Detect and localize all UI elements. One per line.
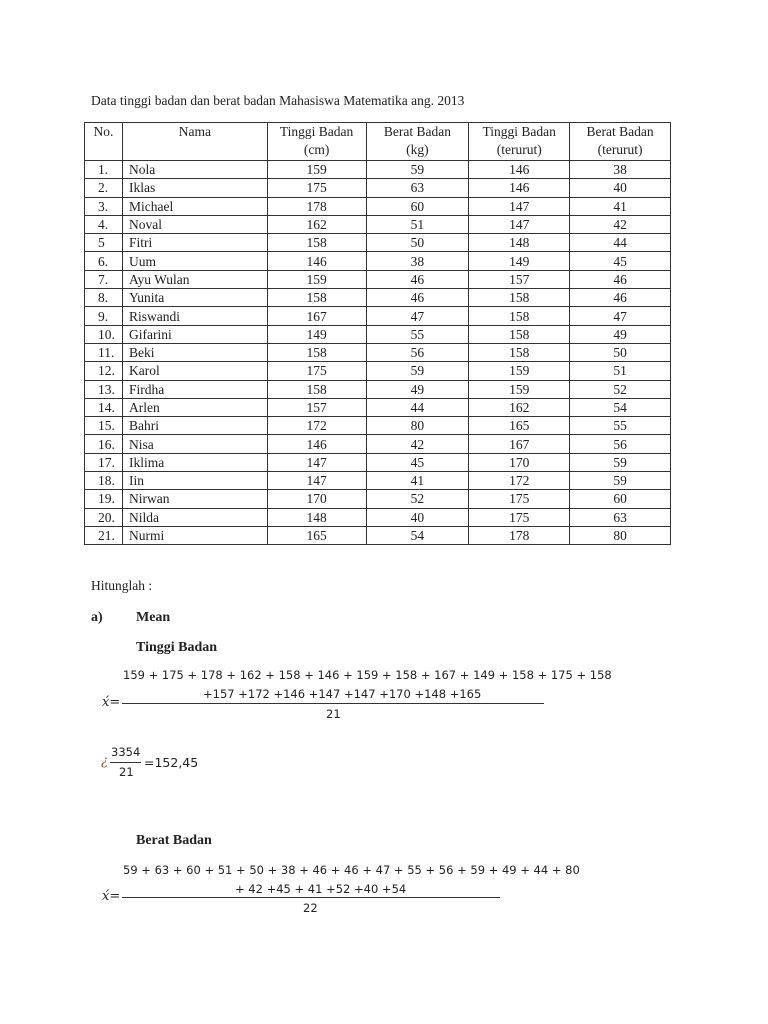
cell-tinggi-terurut: 165: [469, 417, 570, 435]
cell-berat-terurut: 52: [570, 380, 671, 398]
cell-tinggi-terurut: 158: [469, 307, 570, 325]
subsection-title-berat: Berat Badan: [136, 833, 212, 848]
column-header-text: (terurut): [496, 142, 542, 157]
cell-berat-terurut: 59: [570, 472, 671, 490]
cell-berat: 41: [366, 472, 469, 490]
placeholder-glyph: ¿: [101, 754, 108, 769]
cell-no: 9.: [85, 307, 123, 325]
table-row: [85, 325, 671, 343]
cell-berat-terurut: 56: [570, 435, 671, 453]
cell-no: 17.: [85, 453, 123, 471]
cell-tinggi-terurut: 146: [469, 161, 570, 179]
column-header: [85, 123, 123, 161]
cell-no: 13.: [85, 380, 123, 398]
cell-nama: Nola: [122, 161, 267, 179]
cell-berat: 46: [366, 289, 469, 307]
cell-tinggi-terurut: 178: [469, 526, 570, 544]
table-row: [85, 472, 671, 490]
cell-nama: Bahri: [122, 417, 267, 435]
cell-tinggi-terurut: 158: [469, 289, 570, 307]
cell-nama: Noval: [122, 215, 267, 233]
cell-nama: Riswandi: [122, 307, 267, 325]
table-row: [85, 161, 671, 179]
berat-denominator: 22: [303, 901, 318, 915]
cell-no: 14.: [85, 398, 123, 416]
table-row: [85, 234, 671, 252]
column-header-text: Berat Badan: [586, 124, 654, 139]
cell-no: 3.: [85, 197, 123, 215]
cell-nama: Iin: [122, 472, 267, 490]
cell-tinggi-terurut: 158: [469, 343, 570, 361]
mean-symbol: x́=: [102, 695, 121, 710]
table-row: [85, 490, 671, 508]
table-row: [85, 289, 671, 307]
cell-berat: 46: [366, 270, 469, 288]
column-header-text: Berat Badan: [383, 124, 451, 139]
table-header-row: [85, 123, 671, 161]
cell-nama: Firdha: [122, 380, 267, 398]
column-header-text: Tinggi Badan: [482, 124, 556, 139]
cell-nama: Yunita: [122, 289, 267, 307]
cell-tinggi: 158: [267, 234, 366, 252]
cell-nama: Nurmi: [122, 526, 267, 544]
cell-tinggi-terurut: 167: [469, 435, 570, 453]
cell-berat-terurut: 38: [570, 161, 671, 179]
cell-nama: Iklima: [122, 453, 267, 471]
cell-tinggi: 158: [267, 380, 366, 398]
cell-berat: 40: [366, 508, 469, 526]
cell-berat: 38: [366, 252, 469, 270]
cell-berat: 59: [366, 161, 469, 179]
cell-nama: Nisa: [122, 435, 267, 453]
result-denominator: 21: [119, 765, 134, 779]
cell-berat-terurut: 51: [570, 362, 671, 380]
cell-tinggi: 148: [267, 508, 366, 526]
cell-no: 6.: [85, 252, 123, 270]
table-row: [85, 508, 671, 526]
column-header-text: Tinggi Badan: [279, 124, 354, 139]
table-caption: Data tinggi badan dan berat badan Mahasiswa Matematika ang. 2013: [91, 93, 465, 108]
cell-berat-terurut: 46: [570, 270, 671, 288]
cell-tinggi-terurut: 147: [469, 215, 570, 233]
cell-nama: Beki: [122, 343, 267, 361]
tinggi-numerator-line1: 159 + 175 + 178 + 162 + 158 + 146 + 159 + 158 + 167 + 149 + 158 + 175 + 158: [123, 668, 612, 682]
cell-no: 8.: [85, 289, 123, 307]
section-title: Mean: [136, 610, 171, 625]
cell-berat-terurut: 41: [570, 197, 671, 215]
cell-nama: Uum: [122, 252, 267, 270]
cell-tinggi-terurut: 175: [469, 490, 570, 508]
table-row: [85, 179, 671, 197]
cell-berat: 42: [366, 435, 469, 453]
cell-no: 15.: [85, 417, 123, 435]
cell-berat: 59: [366, 362, 469, 380]
cell-berat-terurut: 49: [570, 325, 671, 343]
cell-nama: Nirwan: [122, 490, 267, 508]
cell-berat-terurut: 42: [570, 215, 671, 233]
cell-tinggi-terurut: 159: [469, 380, 570, 398]
cell-tinggi: 167: [267, 307, 366, 325]
berat-numerator-line2: + 42 +45 + 41 +52 +40 +54: [235, 882, 407, 896]
cell-tinggi: 159: [267, 161, 366, 179]
cell-berat: 44: [366, 398, 469, 416]
cell-berat-terurut: 80: [570, 526, 671, 544]
cell-tinggi-terurut: 158: [469, 325, 570, 343]
table-row: [85, 215, 671, 233]
cell-tinggi: 146: [267, 252, 366, 270]
cell-berat: 55: [366, 325, 469, 343]
cell-berat-terurut: 50: [570, 343, 671, 361]
cell-nama: Michael: [122, 197, 267, 215]
cell-berat: 49: [366, 380, 469, 398]
berat-numerator-line1: 59 + 63 + 60 + 51 + 50 + 38 + 46 + 46 + 47 + 55 + 56 + 59 + 49 + 44 + 80: [123, 863, 580, 877]
cell-tinggi: 178: [267, 197, 366, 215]
mean-symbol: x́=: [102, 889, 121, 904]
table-row: [85, 270, 671, 288]
table-row: [85, 252, 671, 270]
cell-tinggi: 149: [267, 325, 366, 343]
instruction-text: Hitunglah :: [91, 578, 153, 593]
cell-tinggi: 158: [267, 289, 366, 307]
cell-nama: Gifarini: [122, 325, 267, 343]
cell-tinggi: 146: [267, 435, 366, 453]
table-row: [85, 453, 671, 471]
cell-tinggi: 157: [267, 398, 366, 416]
cell-tinggi: 147: [267, 453, 366, 471]
fraction-bar: [122, 897, 500, 898]
cell-tinggi: 162: [267, 215, 366, 233]
table-row: [85, 362, 671, 380]
result-value: =152,45: [144, 755, 199, 770]
cell-tinggi-terurut: 172: [469, 472, 570, 490]
fraction-bar: [122, 703, 544, 704]
cell-no: 5: [85, 234, 123, 252]
column-header: [122, 123, 267, 161]
cell-tinggi: 159: [267, 270, 366, 288]
cell-no: 7.: [85, 270, 123, 288]
cell-tinggi-terurut: 157: [469, 270, 570, 288]
table-row: [85, 343, 671, 361]
cell-berat-terurut: 55: [570, 417, 671, 435]
cell-berat: 51: [366, 215, 469, 233]
cell-tinggi: 158: [267, 343, 366, 361]
data-table: [84, 122, 671, 545]
section-marker: a): [91, 610, 103, 625]
table-row: [85, 197, 671, 215]
column-header: [469, 123, 570, 161]
cell-nama: Nilda: [122, 508, 267, 526]
table-body: [85, 161, 671, 545]
cell-berat-terurut: 63: [570, 508, 671, 526]
tinggi-denominator: 21: [326, 707, 341, 721]
cell-nama: Karol: [122, 362, 267, 380]
cell-tinggi-terurut: 162: [469, 398, 570, 416]
column-header: [570, 123, 671, 161]
cell-no: 11.: [85, 343, 123, 361]
result-numerator: 3354: [111, 745, 141, 759]
cell-berat: 63: [366, 179, 469, 197]
cell-no: 2.: [85, 179, 123, 197]
cell-berat-terurut: 44: [570, 234, 671, 252]
cell-nama: Ayu Wulan: [122, 270, 267, 288]
cell-berat: 54: [366, 526, 469, 544]
subsection-title-tinggi: Tinggi Badan: [136, 640, 218, 655]
column-header-text: Nama: [178, 124, 211, 139]
cell-tinggi: 172: [267, 417, 366, 435]
cell-tinggi-terurut: 170: [469, 453, 570, 471]
cell-no: 1.: [85, 161, 123, 179]
result-fraction-bar: [110, 762, 141, 763]
cell-berat-terurut: 47: [570, 307, 671, 325]
cell-nama: Fitri: [122, 234, 267, 252]
cell-tinggi: 147: [267, 472, 366, 490]
cell-tinggi-terurut: 149: [469, 252, 570, 270]
column-header-text: No.: [93, 124, 114, 139]
cell-berat-terurut: 40: [570, 179, 671, 197]
cell-tinggi: 175: [267, 179, 366, 197]
column-header-text: (terurut): [597, 142, 643, 157]
cell-no: 12.: [85, 362, 123, 380]
cell-berat: 60: [366, 197, 469, 215]
cell-berat-terurut: 54: [570, 398, 671, 416]
cell-berat-terurut: 60: [570, 490, 671, 508]
cell-no: 16.: [85, 435, 123, 453]
column-header: [366, 123, 469, 161]
cell-berat: 80: [366, 417, 469, 435]
cell-no: 20.: [85, 508, 123, 526]
cell-berat: 50: [366, 234, 469, 252]
cell-berat: 52: [366, 490, 469, 508]
cell-tinggi-terurut: 146: [469, 179, 570, 197]
cell-tinggi: 175: [267, 362, 366, 380]
table-row: [85, 417, 671, 435]
cell-berat: 47: [366, 307, 469, 325]
table-row: [85, 398, 671, 416]
column-header-text: (cm): [303, 142, 330, 157]
cell-tinggi-terurut: 175: [469, 508, 570, 526]
cell-berat-terurut: 59: [570, 453, 671, 471]
column-header: [267, 123, 366, 161]
cell-no: 10.: [85, 325, 123, 343]
cell-tinggi: 170: [267, 490, 366, 508]
cell-nama: Iklas: [122, 179, 267, 197]
table-row: [85, 380, 671, 398]
table-row: [85, 307, 671, 325]
tinggi-numerator-line2: +157 +172 +146 +147 +147 +170 +148 +165: [203, 687, 482, 701]
cell-berat-terurut: 45: [570, 252, 671, 270]
cell-tinggi-terurut: 148: [469, 234, 570, 252]
cell-no: 19.: [85, 490, 123, 508]
cell-berat: 45: [366, 453, 469, 471]
cell-tinggi-terurut: 159: [469, 362, 570, 380]
cell-nama: Arlen: [122, 398, 267, 416]
table-row: [85, 526, 671, 544]
cell-berat-terurut: 46: [570, 289, 671, 307]
cell-tinggi-terurut: 147: [469, 197, 570, 215]
cell-no: 18.: [85, 472, 123, 490]
cell-no: 21.: [85, 526, 123, 544]
column-header-text: (kg): [406, 142, 429, 157]
cell-tinggi: 165: [267, 526, 366, 544]
cell-no: 4.: [85, 215, 123, 233]
cell-berat: 56: [366, 343, 469, 361]
table-row: [85, 435, 671, 453]
